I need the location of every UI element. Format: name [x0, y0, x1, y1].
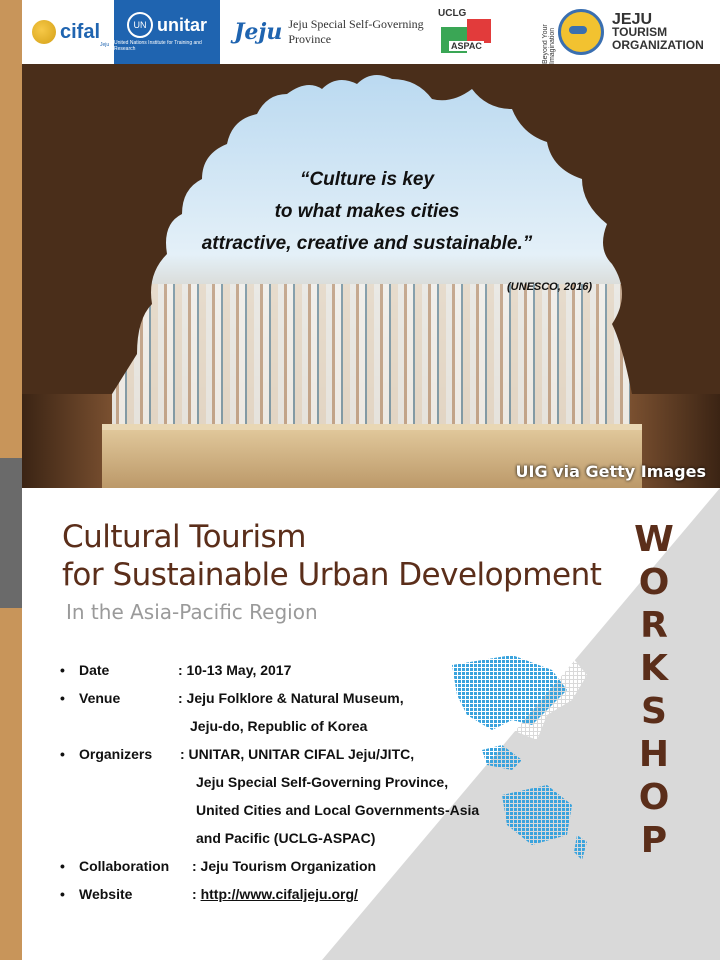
detail-label: Organizers	[79, 746, 153, 762]
workshop-letter: W	[634, 519, 674, 560]
detail-label: Venue	[79, 690, 121, 706]
quote-line-1: “Culture is key	[299, 169, 435, 190]
jeju-tourism-logo	[542, 0, 720, 64]
uclg-emblem-icon	[441, 19, 493, 57]
detail-value: : Jeju Folklore & Natural Museum,	[178, 690, 404, 706]
quote-line-3: attractive, creative and sustainable.”	[201, 233, 533, 254]
jeju-province-name: Jeju Special Self-Governing Province	[288, 17, 424, 46]
bullet: •	[60, 858, 65, 874]
detail-value: Jeju-do, Republic of Korea	[190, 718, 368, 734]
website-prefix: :	[192, 886, 201, 902]
jto-face-icon	[558, 9, 604, 55]
jeju-mark: Jeju	[234, 19, 283, 45]
unitar-text: unitar	[156, 14, 207, 35]
website-link[interactable]: http://www.cifaljeju.org/	[200, 886, 358, 902]
workshop-letter: R	[640, 605, 668, 646]
detail-value: : Jeju Tourism Organization	[192, 858, 377, 874]
workshop-letter: P	[640, 820, 668, 861]
cifal-text: cifal	[60, 20, 101, 43]
un-emblem-icon: UN	[127, 12, 153, 38]
cifal-logo	[32, 0, 112, 64]
bullet: •	[60, 746, 65, 762]
aspac-text: ASPAC	[451, 40, 482, 51]
unitar-subtitle: United Nations Institute for Training and Research	[114, 40, 202, 52]
detail-value: Jeju Special Self-Governing Province,	[196, 774, 449, 790]
jto-line2: TOURISM	[612, 24, 668, 39]
workshop-letter: H	[638, 734, 670, 775]
detail-value: : UNITAR, UNITAR CIFAL Jeju/JITC,	[180, 746, 415, 762]
city-arch-photo	[22, 64, 720, 488]
workshop-title	[62, 518, 601, 594]
bullet: •	[60, 886, 65, 902]
globe-icon	[32, 20, 56, 44]
quote-line-2: to what makes cities	[274, 201, 460, 222]
unesco-quote	[142, 164, 592, 293]
workshop-letter: O	[638, 562, 670, 603]
workshop-letter: O	[638, 777, 670, 818]
uclg-aspac-logo	[438, 0, 496, 64]
detail-value: : 10-13 May, 2017	[178, 662, 292, 678]
jto-line1: JEJU	[612, 10, 653, 28]
workshop-letter: K	[640, 648, 668, 689]
workshop-subtitle: In the Asia-Pacific Region	[66, 600, 318, 624]
unitar-logo	[114, 0, 220, 64]
quote-source: (UNESCO, 2016)	[507, 281, 592, 293]
left-accent-bar	[0, 0, 22, 960]
workshop-letter: S	[641, 691, 667, 732]
photo-credit: UIG via Getty Images	[515, 462, 706, 481]
detail-value: United Cities and Local Governments-Asia	[196, 802, 480, 818]
bullet: •	[60, 662, 65, 678]
jeju-province-logo	[234, 0, 424, 64]
left-accent-dark	[0, 458, 22, 608]
bullet: •	[60, 690, 65, 706]
jto-slogan: Beyond Your Imagination	[542, 24, 556, 64]
title-line-2: for Sustainable Urban Development	[62, 557, 602, 593]
poster	[22, 0, 720, 960]
partner-logos	[22, 0, 720, 64]
detail-label: Collaboration	[79, 858, 170, 874]
detail-value	[192, 880, 358, 908]
cifal-sub: Jeju	[100, 42, 110, 48]
detail-label: Date	[79, 662, 110, 678]
uclg-text: UCLG	[438, 7, 467, 19]
detail-label: Website	[79, 886, 133, 902]
title-line-1: Cultural Tourism	[62, 519, 306, 555]
jto-line3: ORGANIZATION	[612, 37, 704, 52]
detail-value: and Pacific (UCLG-ASPAC)	[196, 830, 376, 846]
workshop-vertical-text	[634, 518, 674, 862]
